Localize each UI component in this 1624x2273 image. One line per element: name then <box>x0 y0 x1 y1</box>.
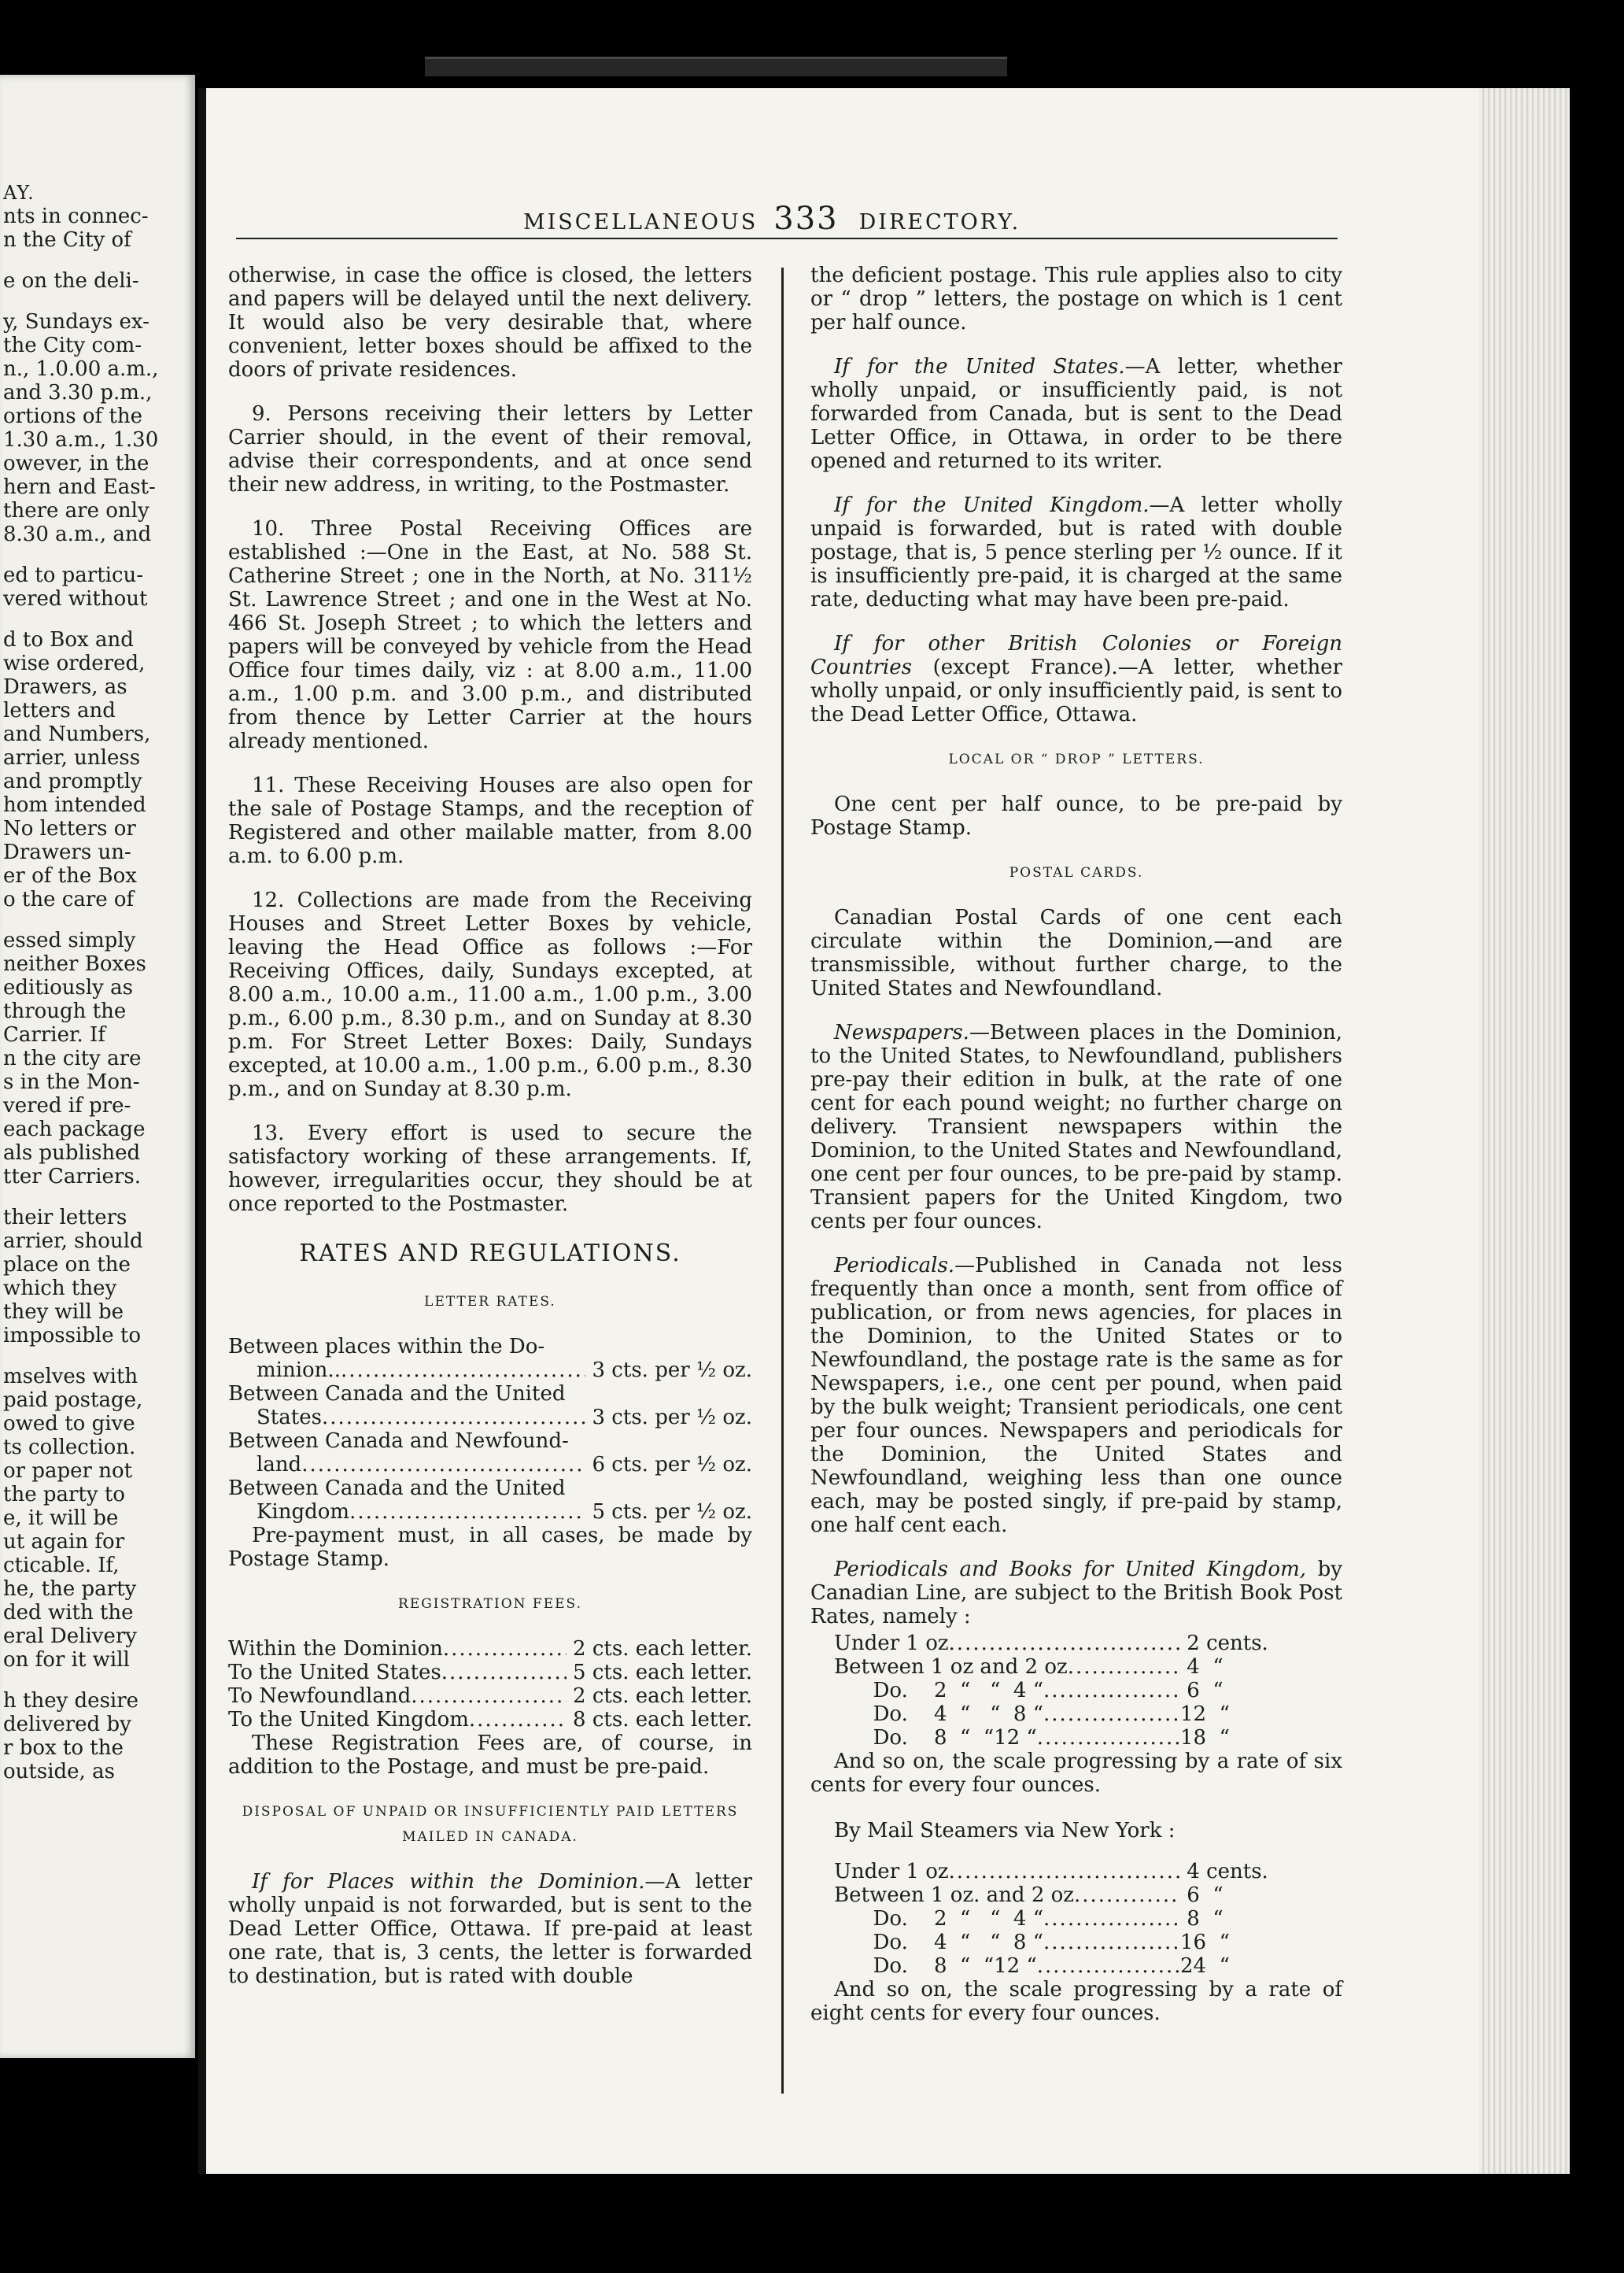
left-page-line: through the <box>3 1000 127 1023</box>
left-page-line: e, it will be <box>3 1506 119 1530</box>
right-column <box>810 264 1342 2046</box>
left-page-line: r box to the <box>3 1736 124 1760</box>
scale-note-1: And so on, the scale progressing by a rate of six cents for every four ounces. <box>810 1750 1342 1797</box>
left-page-line: arrier, unless <box>3 746 141 770</box>
rate-row: Do. 2 “ “ 4 “ ..... 8 “ <box>834 1907 1275 1931</box>
column-rule <box>781 268 784 2094</box>
uk-paragraph: If for the United Kingdom.—A letter wholly unpaid is forwarded, but is rated with double postage, that is, 5 pence sterling per ½ ounce. If it is insufficiently pre-paid, it is charged at the same rate, deducting what may have been pre-paid. <box>810 493 1342 612</box>
mail-steamers-heading: By Mail Steamers via New York : <box>834 1819 1176 1842</box>
left-page-line: and promptly <box>3 770 142 793</box>
left-page-line: or paper not <box>3 1459 133 1483</box>
fee-row: To the United Kingdom ..... 8 cts. each letter. <box>228 1708 752 1732</box>
left-page-line: eral Delivery <box>3 1624 137 1648</box>
rate-row: minion.. ..... 3 cts. per ½ oz. <box>228 1358 752 1382</box>
left-page-line: h they desire <box>3 1689 139 1713</box>
scale-note-2: And so on, the scale progressing by a rate of eight cents for every four ounces. <box>810 1978 1342 2025</box>
left-page-line: er of the Box <box>3 864 137 888</box>
left-page-line: there are only <box>3 499 149 523</box>
fee-row: Within the Dominion ..... 2 cts. each letter. <box>228 1637 752 1661</box>
postal-cards-text: Canadian Postal Cards of one cent each circulate within the Dominion,—and are transmissible, without further charge, to the United States and Newfoundland. <box>810 906 1342 1000</box>
left-page-line: outside, as <box>3 1760 115 1783</box>
left-page-line: arrier, should <box>3 1229 143 1253</box>
left-page-line: ortions of the <box>3 405 142 428</box>
left-page-line: y, Sundays ex- <box>3 310 149 334</box>
periodicals-paragraph: Periodicals.—Published in Canada not less frequently than once a month, sent from office of publication, or from news agencies, for places in the Dominion, to the United States or to Newfoundland, the postage rate is the same as for Newspapers, i.e., one cent per pound, when paid by the bulk weight; Transient periodicals, one cent per four ounces. Newspapers and periodicals for the Dominion, the United States and Newfoundland, weighing less than one ounce each, may be posted singly, if pre-paid by stamp, one half cent each. <box>810 1254 1342 1537</box>
running-header <box>523 201 1021 237</box>
rate-row: Kingdom ..... 5 cts. per ½ oz. <box>228 1500 752 1524</box>
rate-row: Do. 8 “ “12 “ ..... 24 “ <box>834 1954 1275 1978</box>
left-page-line: Drawers, as <box>3 675 127 699</box>
left-page-line: ded with the <box>3 1601 134 1624</box>
header-rule <box>236 238 1338 239</box>
binding-strip <box>425 57 1007 76</box>
left-page-line: and Numbers, <box>3 723 151 746</box>
rate-row: Under 1 oz ..... 4 cents. <box>834 1860 1275 1883</box>
left-column <box>228 264 752 2009</box>
rate-row: Between Canada and the United <box>228 1477 566 1500</box>
left-page-line: the party to <box>3 1483 125 1506</box>
left-page-line: nts in connec- <box>3 205 149 228</box>
left-page-line: essed simply <box>3 929 136 952</box>
rate-row: Between places within the Do- <box>228 1335 545 1358</box>
left-page-line: Carrier. If <box>3 1023 105 1047</box>
left-page-line: ut again for <box>3 1530 125 1554</box>
left-page-line: vered if pre- <box>3 1094 131 1118</box>
rate-row: Between 1 oz. and 2 oz ..... 6 “ <box>834 1883 1275 1907</box>
canadian-line-table <box>834 1632 1275 1750</box>
left-page-line: o the care of <box>3 888 135 911</box>
postal-cards-heading: POSTAL CARDS. <box>1009 865 1144 881</box>
paragraph-continued: otherwise, in case the office is closed, the letters and papers will be delayed until the next delivery. It would also be very desirable that, where convenient, letter boxes should be affixed to the doors of private residences. <box>228 264 752 382</box>
left-page-line: vered without <box>3 587 148 611</box>
rate-row: Do. 8 “ “12 “ ..... 18 “ <box>834 1726 1275 1750</box>
registration-note: These Registration Fees are, of course, in addition to the Postage, and must be pre-paid. <box>228 1732 752 1779</box>
left-page-line: Drawers un- <box>3 841 131 864</box>
paragraph-9: 9. Persons receiving their letters by Letter Carrier should, in the event of their removal, advise their correspondents, and at once send their new address, in writing, to the Postmaster. <box>228 402 752 497</box>
left-page-line: editiously as <box>3 976 133 1000</box>
left-page-line: n., 1.0.00 a.m., <box>3 357 159 381</box>
us-paragraph: If for the United States.—A letter, whether wholly unpaid, or insufficiently paid, is not forwarded from Canada, but is sent to the Dead Letter Office, in Ottawa, in order to be there opened and returned to its writer. <box>810 355 1342 473</box>
rate-row: Between Canada and the United <box>228 1382 566 1406</box>
left-page-line: n the City of <box>3 228 131 252</box>
rate-row: Between 1 oz and 2 oz ..... 4 “ <box>834 1655 1275 1679</box>
rate-row: Under 1 oz ..... 2 cents. <box>834 1632 1275 1655</box>
left-page-line: delivered by <box>3 1713 131 1736</box>
dominion-paragraph: If for Places within the Dominion.—A letter wholly unpaid is not forwarded, but is sent to the Dead Letter Office, Ottawa. If pre-paid at least one rate, that is, 3 cents, the letter is forwarded to destination, but is rated with double <box>228 1870 752 1988</box>
paragraph-continued: the deficient postage. This rule applies also to city or “ drop ” letters, the postage on which is 1 cent per half ounce. <box>810 264 1342 334</box>
left-page-line: wise ordered, <box>3 652 146 675</box>
left-page-line: 8.30 a.m., and <box>3 523 152 546</box>
page-number: 333 <box>773 201 839 237</box>
left-page-line: owed to give <box>3 1412 135 1436</box>
left-page-line: each package <box>3 1118 146 1141</box>
left-page-line: ed to particu- <box>3 564 144 587</box>
letter-rates-table <box>228 1335 752 1524</box>
left-page-line: owever, in the <box>3 452 149 475</box>
rate-row: land ..... 6 cts. per ½ oz. <box>228 1453 752 1477</box>
header-left: MISCELLANEOUS <box>523 210 758 235</box>
paragraph-10: 10. Three Postal Receiving Offices are established :—One in the East, at No. 588 St. Catherine Street ; one in the North, at No. 311½ St. Lawrence Street ; and one in the West at No. 466 St. Joseph Street ; to which the letters and papers will be conveyed by vehicle from the Head Office four times daily, viz : at 8.00 a.m., 11.00 a.m., 1.00 p.m. and 3.00 p.m., and distributed from thence by Letter Carrier at the hours already mentioned. <box>228 517 752 753</box>
left-page-line: place on the <box>3 1253 131 1277</box>
left-page-line: paid postage, <box>3 1388 143 1412</box>
left-page-line: their letters <box>3 1206 127 1229</box>
left-page-line: n the city are <box>3 1047 142 1070</box>
rate-row: States ..... 3 cts. per ½ oz. <box>228 1406 752 1429</box>
left-page-line: they will be <box>3 1300 124 1324</box>
left-page-line: d to Box and <box>3 628 134 652</box>
rate-row: Do. 4 “ “ 8 “ ..... 16 “ <box>834 1931 1275 1954</box>
letter-rates-heading: LETTER RATES. <box>424 1294 556 1310</box>
left-page-line: impossible to <box>3 1324 141 1347</box>
left-page-line: on for it will <box>3 1648 130 1672</box>
rate-row: Do. 4 “ “ 8 “ ..... 12 “ <box>834 1702 1275 1726</box>
left-page-line: hom intended <box>3 793 146 817</box>
previous-page-fragment <box>0 75 195 2058</box>
books-paragraph: Periodicals and Books for United Kingdom, by Canadian Line, are subject to the British Book Post Rates, namely : <box>810 1558 1342 1628</box>
left-page-line: als published <box>3 1141 141 1165</box>
paragraph-11: 11. These Receiving Houses are also open for the sale of Postage Stamps, and the reception of Registered and other mailable matter, from 8.00 a.m. to 6.00 p.m. <box>228 774 752 868</box>
left-page-line: tter Carriers. <box>3 1165 141 1188</box>
left-page-line: No letters or <box>3 817 136 841</box>
paragraph-13: 13. Every effort is used to secure the satisfactory working of these arrangements. If, however, irregularities occur, they should be at once reported to the Postmaster. <box>228 1122 752 1216</box>
page-edges <box>1479 88 1570 2174</box>
left-page-line: cticable. If, <box>3 1554 120 1577</box>
left-page-line: hern and East- <box>3 475 156 499</box>
registration-table <box>228 1637 752 1732</box>
left-page-line: the City com- <box>3 334 142 357</box>
left-page-line: and 3.30 p.m., <box>3 381 153 405</box>
disposal-heading: DISPOSAL OF UNPAID OR INSUFFICIENTLY PAID LETTERS MAILED IN CANADA. <box>242 1804 739 1845</box>
rate-row: Do. 2 “ “ 4 “ ..... 6 “ <box>834 1679 1275 1702</box>
left-page-line: 1.30 a.m., 1.30 <box>3 428 159 452</box>
fee-row: To the United States ..... 5 cts. each letter. <box>228 1661 752 1684</box>
other-colonies-paragraph: If for other British Colonies or Foreign Countries (except France).—A letter, whether wholly unpaid, or only insufficiently paid, is sent to the Dead Letter Office, Ottawa. <box>810 632 1342 726</box>
left-page-line: s in the Mon- <box>3 1070 140 1094</box>
rate-row: Between Canada and Newfound- <box>228 1429 569 1453</box>
newspapers-paragraph: Newspapers.—Between places in the Dominion, to the United States, to Newfoundland, publishers pre-pay their edition in bulk, at the rate of one cent for each pound weight; no further charge on delivery. Transient newspapers within the Dominion, to the United States and Newfoundland, one cent per four ounces, to be pre-paid by stamp. Transient papers for the United Kingdom, two cents per four ounces. <box>810 1021 1343 1233</box>
left-page-line: neither Boxes <box>3 952 146 976</box>
left-page-line: e on the deli- <box>3 269 139 293</box>
left-page-line: mselves with <box>3 1365 138 1388</box>
left-page-line: ts collection. <box>3 1436 136 1459</box>
rates-heading: RATES AND REGULATIONS. <box>299 1240 681 1267</box>
header-right: DIRECTORY. <box>858 210 1021 235</box>
prepayment-note: Pre-payment must, in all cases, be made by Postage Stamp. <box>228 1524 752 1571</box>
mail-steamers-table <box>834 1860 1275 1978</box>
left-page-line: AY. <box>3 182 35 204</box>
local-letters-text: One cent per half ounce, to be pre-paid by Postage Stamp. <box>810 793 1342 840</box>
paragraph-12: 12. Collections are made from the Receiving Houses and Street Letter Boxes by vehicle, leaving the Head Office as follows :—For Receiving Offices, daily, Sundays excepted, at 8.00 a.m., 10.00 a.m., 11.00 a.m., 1.00 p.m., 3.00 p.m., 6.00 p.m., 8.30 p.m., and on Sunday at 8.30 p.m. For Street Letter Boxes: Daily, Sundays excepted, at 10.00 a.m., 1.00 p.m., 6.00 p.m., 8.30 p.m., and on Sunday at 8.30 p.m. <box>228 889 752 1101</box>
registration-heading: REGISTRATION FEES. <box>398 1596 582 1612</box>
fee-row: To Newfoundland ..... 2 cts. each letter. <box>228 1684 752 1708</box>
local-letters-heading: LOCAL OR “ DROP ” LETTERS. <box>948 752 1205 767</box>
left-page-line: he, the party <box>3 1577 137 1601</box>
left-page-line: letters and <box>3 699 116 723</box>
left-page-line: which they <box>3 1277 117 1300</box>
